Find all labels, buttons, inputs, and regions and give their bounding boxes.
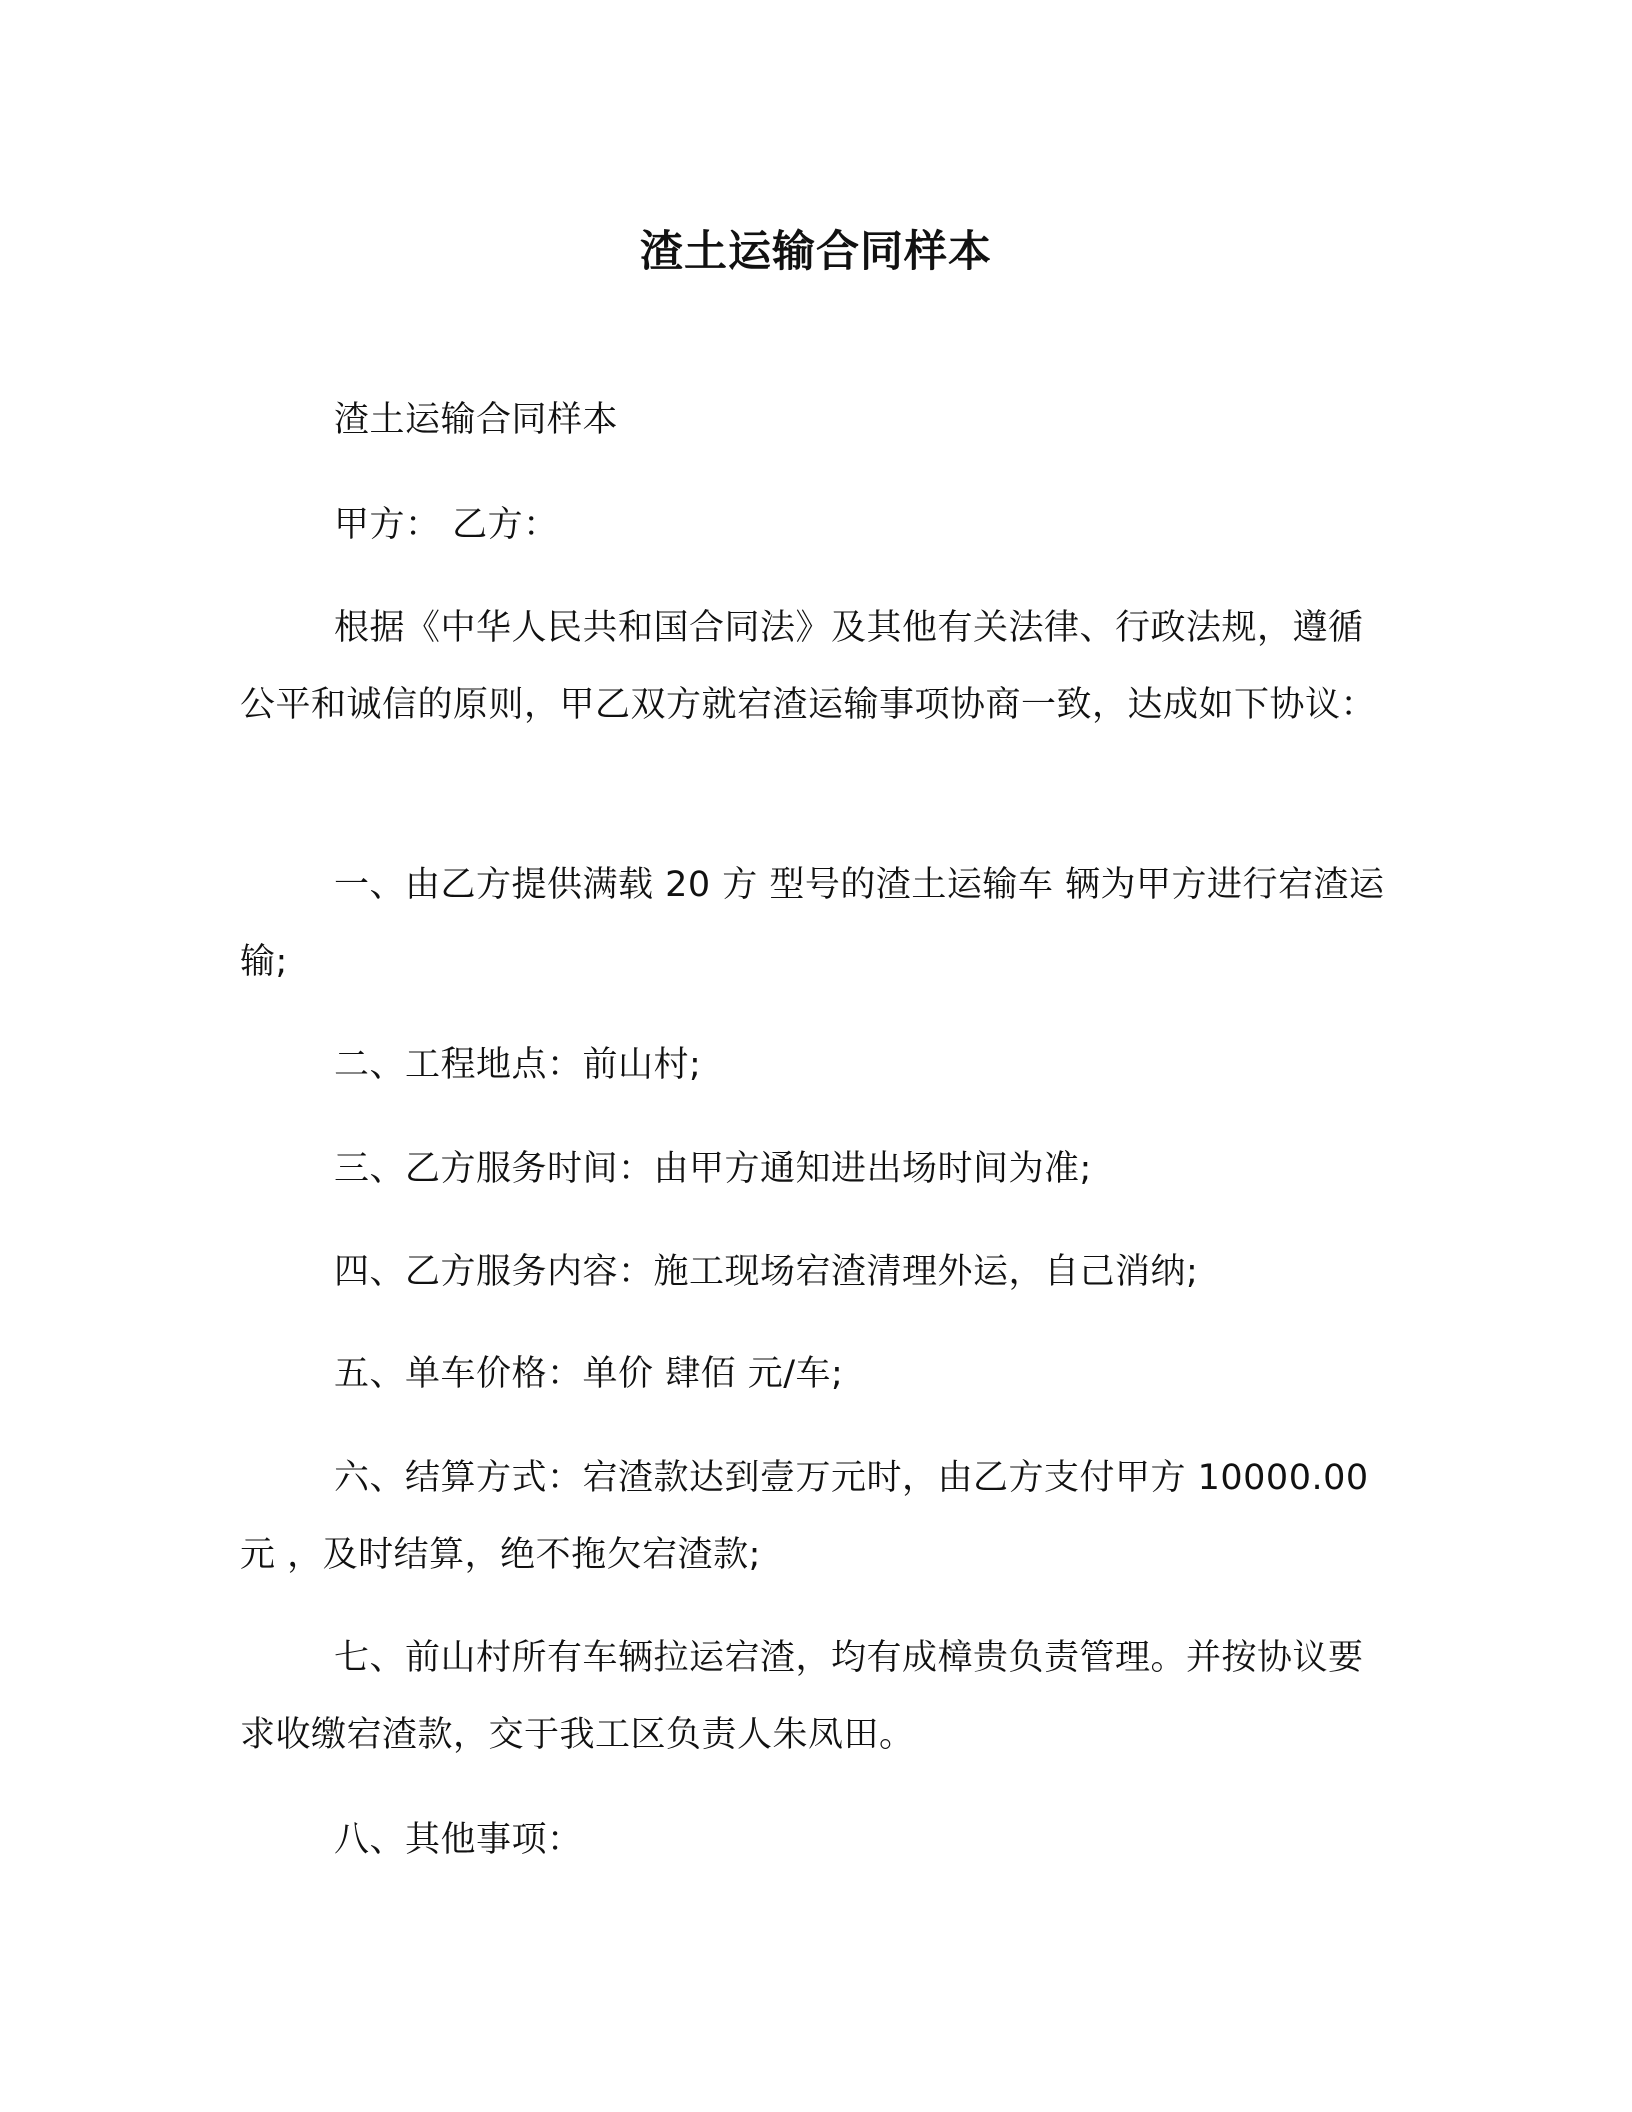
- document-title: 渣土运输合同样本: [640, 227, 992, 277]
- clause-8: 八、其他事项：: [334, 1820, 583, 1860]
- clause-2: 二、工程地点：前山村;: [334, 1045, 702, 1085]
- clause-7: 七、前山村所有车辆拉运宕渣，均有成樟贵负责管理。并按协议要求收缴宕渣款，交于我工区负责人朱凤田。: [240, 1638, 1364, 1755]
- paragraph-subtitle: 渣土运输合同样本: [334, 400, 619, 440]
- clause-1: 一、由乙方提供满载 20 方 型号的渣土运输车 辆为甲方进行宕渣运输;: [240, 865, 1385, 982]
- clause-3: 三、乙方服务时间：由甲方通知进出场时间为准;: [334, 1149, 1092, 1189]
- clause-6: 六、结算方式：宕渣款达到壹万元时，由乙方支付甲方 10000.00 元 ，及时结算，绝不拖欠宕渣款;: [240, 1458, 1369, 1575]
- paragraph-preamble: 根据《中华人民共和国合同法》及其他有关法律、行政法规，遵循公平和诚信的原则，甲乙双方就宕渣运输事项协商一致，达成如下协议：: [240, 608, 1377, 725]
- paragraph-parties: 甲方： 乙方：: [334, 505, 559, 545]
- clause-4: 四、乙方服务内容：施工现场宕渣清理外运，自己消纳;: [334, 1252, 1199, 1292]
- clause-5: 五、单车价格：单价 肆佰 元/车;: [334, 1354, 844, 1394]
